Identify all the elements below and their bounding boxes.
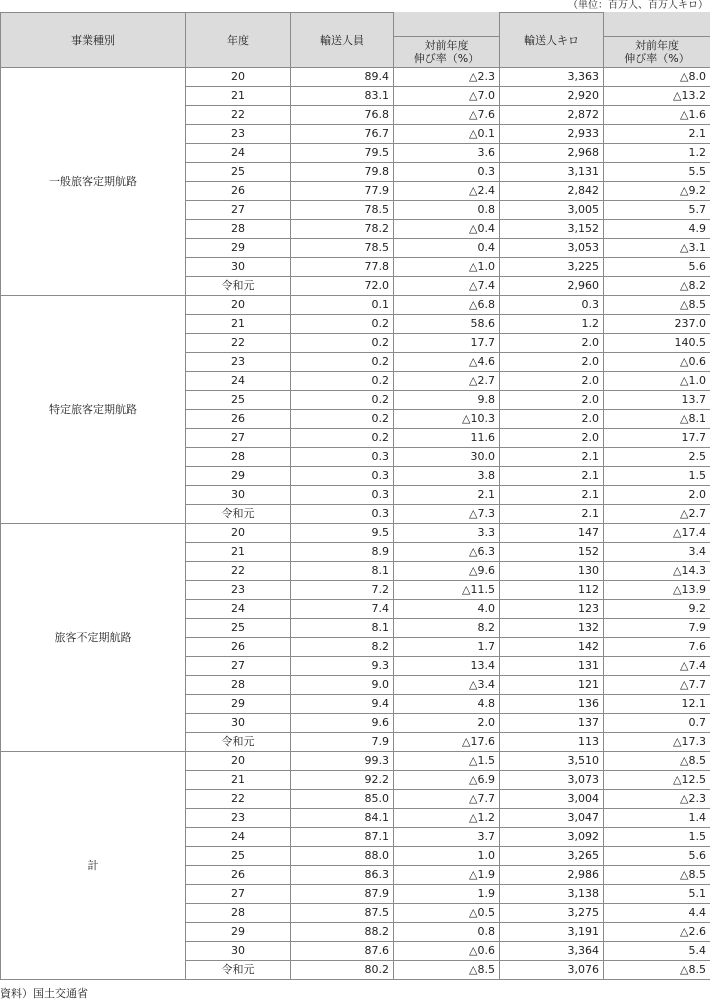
passenger-km-cell: 2.0 (500, 410, 604, 429)
pkm-yoy-cell: △3.1 (604, 239, 710, 258)
passenger-km-cell: 2,960 (500, 277, 604, 296)
pkm-yoy-cell: △8.5 (604, 866, 710, 885)
passengers-yoy-cell: 4.0 (394, 600, 500, 619)
passengers-cell: 9.5 (291, 524, 394, 543)
passenger-km-cell: 136 (500, 695, 604, 714)
year-cell: 22 (186, 334, 291, 353)
passenger-km-cell: 3,152 (500, 220, 604, 239)
pkm-yoy-cell: 1.5 (604, 467, 710, 486)
year-cell: 22 (186, 790, 291, 809)
passengers-cell: 7.2 (291, 581, 394, 600)
passengers-yoy-cell: 2.0 (394, 714, 500, 733)
passengers-cell: 7.9 (291, 733, 394, 752)
passengers-yoy-cell: △6.8 (394, 296, 500, 315)
passengers-cell: 92.2 (291, 771, 394, 790)
pkm-yoy-cell: 4.4 (604, 904, 710, 923)
pkm-yoy-cell: △8.0 (604, 68, 710, 87)
passenger-km-cell: 113 (500, 733, 604, 752)
header-pkm-yoy (604, 37, 710, 68)
passengers-cell: 0.2 (291, 353, 394, 372)
passenger-km-cell: 2.1 (500, 448, 604, 467)
pkm-yoy-cell: 17.7 (604, 429, 710, 448)
passenger-km-cell: 1.2 (500, 315, 604, 334)
passenger-km-cell: 3,225 (500, 258, 604, 277)
header-pkm-yoy-line2: 伸び率（%） (624, 52, 690, 65)
passenger-km-cell: 3,092 (500, 828, 604, 847)
year-cell: 26 (186, 866, 291, 885)
pkm-yoy-cell: △8.5 (604, 961, 710, 980)
source-note: 資料）国土交通省 (0, 987, 88, 1000)
passenger-km-cell: 3,053 (500, 239, 604, 258)
passenger-transport-table (0, 12, 710, 980)
passenger-km-cell: 147 (500, 524, 604, 543)
passengers-yoy-cell: 2.1 (394, 486, 500, 505)
category-cell: 旅客不定期航路 (1, 524, 186, 752)
passengers-cell: 9.6 (291, 714, 394, 733)
passengers-cell: 76.7 (291, 125, 394, 144)
passenger-km-cell: 2,842 (500, 182, 604, 201)
year-cell: 21 (186, 87, 291, 106)
header-pkm-yoy-line1: 対前年度 (635, 39, 679, 52)
pkm-yoy-cell: △7.7 (604, 676, 710, 695)
passengers-yoy-cell: △0.4 (394, 220, 500, 239)
passenger-km-cell: 2.1 (500, 486, 604, 505)
passengers-yoy-cell: △0.1 (394, 125, 500, 144)
passengers-yoy-cell: △7.4 (394, 277, 500, 296)
pkm-yoy-cell: △2.3 (604, 790, 710, 809)
pkm-yoy-cell: △9.2 (604, 182, 710, 201)
year-cell: 20 (186, 524, 291, 543)
pkm-yoy-cell: 9.2 (604, 600, 710, 619)
passenger-km-cell: 2.0 (500, 372, 604, 391)
passenger-km-cell: 3,275 (500, 904, 604, 923)
year-cell: 25 (186, 163, 291, 182)
header-year: 年度 (186, 13, 291, 68)
passengers-yoy-cell: △11.5 (394, 581, 500, 600)
passengers-cell: 72.0 (291, 277, 394, 296)
year-cell: 24 (186, 144, 291, 163)
passengers-cell: 0.1 (291, 296, 394, 315)
pkm-yoy-cell: 140.5 (604, 334, 710, 353)
header-category: 事業種別 (1, 13, 186, 68)
year-cell: 令和元 (186, 733, 291, 752)
pkm-yoy-cell: △2.6 (604, 923, 710, 942)
pkm-yoy-cell: 1.4 (604, 809, 710, 828)
pkm-yoy-cell: 2.5 (604, 448, 710, 467)
passengers-cell: 83.1 (291, 87, 394, 106)
passengers-cell: 0.3 (291, 505, 394, 524)
passenger-km-cell: 3,005 (500, 201, 604, 220)
passenger-km-cell: 2,872 (500, 106, 604, 125)
passenger-km-cell: 2,968 (500, 144, 604, 163)
passenger-km-cell: 2.0 (500, 353, 604, 372)
year-cell: 23 (186, 581, 291, 600)
pkm-yoy-cell: △0.6 (604, 353, 710, 372)
year-cell: 30 (186, 258, 291, 277)
passengers-yoy-cell: 3.8 (394, 467, 500, 486)
pkm-yoy-cell: △8.5 (604, 296, 710, 315)
passengers-cell: 85.0 (291, 790, 394, 809)
passengers-cell: 0.2 (291, 334, 394, 353)
year-cell: 28 (186, 220, 291, 239)
pkm-yoy-cell: 5.6 (604, 847, 710, 866)
pkm-yoy-cell: △13.9 (604, 581, 710, 600)
passengers-yoy-cell: 9.8 (394, 391, 500, 410)
year-cell: 29 (186, 923, 291, 942)
year-cell: 29 (186, 239, 291, 258)
table-row (1, 524, 710, 543)
passengers-yoy-cell: △0.5 (394, 904, 500, 923)
passengers-yoy-cell: 3.6 (394, 144, 500, 163)
year-cell: 25 (186, 391, 291, 410)
year-cell: 令和元 (186, 961, 291, 980)
pkm-yoy-cell: 13.7 (604, 391, 710, 410)
passengers-yoy-cell: △4.6 (394, 353, 500, 372)
passenger-km-cell: 112 (500, 581, 604, 600)
passenger-km-cell: 3,265 (500, 847, 604, 866)
passengers-yoy-cell: 1.0 (394, 847, 500, 866)
passengers-cell: 0.2 (291, 372, 394, 391)
passenger-km-cell: 121 (500, 676, 604, 695)
passenger-km-cell: 3,076 (500, 961, 604, 980)
table-body (1, 68, 710, 980)
passengers-cell: 0.3 (291, 448, 394, 467)
passengers-cell: 79.5 (291, 144, 394, 163)
year-cell: 20 (186, 68, 291, 87)
year-cell: 26 (186, 182, 291, 201)
year-cell: 25 (186, 619, 291, 638)
passenger-km-cell: 123 (500, 600, 604, 619)
passengers-yoy-cell: 0.3 (394, 163, 500, 182)
passengers-cell: 9.3 (291, 657, 394, 676)
passengers-yoy-cell: △9.6 (394, 562, 500, 581)
unit-note: （単位：百万人、百万人キロ） (568, 0, 708, 11)
header-passengers: 輸送人員 (291, 13, 394, 68)
year-cell: 23 (186, 809, 291, 828)
pkm-yoy-cell: △13.2 (604, 87, 710, 106)
passengers-cell: 9.4 (291, 695, 394, 714)
pkm-yoy-cell: △8.1 (604, 410, 710, 429)
year-cell: 26 (186, 410, 291, 429)
passengers-cell: 86.3 (291, 866, 394, 885)
passengers-cell: 7.4 (291, 600, 394, 619)
pkm-yoy-cell: 5.5 (604, 163, 710, 182)
year-cell: 29 (186, 695, 291, 714)
passengers-yoy-cell: 1.7 (394, 638, 500, 657)
passengers-yoy-cell: 0.4 (394, 239, 500, 258)
year-cell: 27 (186, 657, 291, 676)
passenger-km-cell: 0.3 (500, 296, 604, 315)
year-cell: 21 (186, 771, 291, 790)
passengers-cell: 87.5 (291, 904, 394, 923)
passengers-cell: 0.2 (291, 391, 394, 410)
table-row (1, 296, 710, 315)
passengers-cell: 77.8 (291, 258, 394, 277)
passengers-cell: 99.3 (291, 752, 394, 771)
year-cell: 令和元 (186, 505, 291, 524)
passengers-yoy-cell: △8.5 (394, 961, 500, 980)
passengers-cell: 87.6 (291, 942, 394, 961)
passengers-cell: 78.2 (291, 220, 394, 239)
year-cell: 26 (186, 638, 291, 657)
passenger-km-cell: 142 (500, 638, 604, 657)
pkm-yoy-cell: 7.9 (604, 619, 710, 638)
year-cell: 24 (186, 372, 291, 391)
year-cell: 30 (186, 714, 291, 733)
year-cell: 30 (186, 942, 291, 961)
passengers-cell: 84.1 (291, 809, 394, 828)
pkm-yoy-cell: △17.4 (604, 524, 710, 543)
passengers-yoy-cell: △1.2 (394, 809, 500, 828)
passengers-yoy-cell: △7.0 (394, 87, 500, 106)
passenger-km-cell: 3,363 (500, 68, 604, 87)
pkm-yoy-cell: 3.4 (604, 543, 710, 562)
year-cell: 29 (186, 467, 291, 486)
passengers-yoy-cell: △2.4 (394, 182, 500, 201)
pkm-yoy-cell: △17.3 (604, 733, 710, 752)
pkm-yoy-cell: 4.9 (604, 220, 710, 239)
pkm-yoy-cell: 1.2 (604, 144, 710, 163)
passenger-km-cell: 3,510 (500, 752, 604, 771)
passengers-yoy-cell: △3.4 (394, 676, 500, 695)
year-cell: 令和元 (186, 277, 291, 296)
passengers-cell: 0.2 (291, 410, 394, 429)
passengers-cell: 8.2 (291, 638, 394, 657)
passengers-cell: 88.2 (291, 923, 394, 942)
passengers-yoy-cell: △1.0 (394, 258, 500, 277)
year-cell: 22 (186, 106, 291, 125)
year-cell: 27 (186, 885, 291, 904)
passengers-cell: 77.9 (291, 182, 394, 201)
passenger-km-cell: 2.0 (500, 429, 604, 448)
passenger-km-cell: 2,920 (500, 87, 604, 106)
pkm-yoy-cell: 7.6 (604, 638, 710, 657)
passengers-cell: 8.1 (291, 619, 394, 638)
passengers-cell: 0.3 (291, 486, 394, 505)
year-cell: 27 (186, 429, 291, 448)
passengers-yoy-cell: △2.3 (394, 68, 500, 87)
passengers-yoy-cell: 8.2 (394, 619, 500, 638)
passengers-yoy-cell: 4.8 (394, 695, 500, 714)
category-cell: 一般旅客定期航路 (1, 68, 186, 296)
passengers-cell: 0.3 (291, 467, 394, 486)
passengers-yoy-cell: 3.7 (394, 828, 500, 847)
passengers-yoy-cell: △6.9 (394, 771, 500, 790)
pkm-yoy-cell: △7.4 (604, 657, 710, 676)
year-cell: 23 (186, 125, 291, 144)
year-cell: 22 (186, 562, 291, 581)
passengers-cell: 87.1 (291, 828, 394, 847)
pkm-yoy-cell: 2.0 (604, 486, 710, 505)
passengers-cell: 0.2 (291, 315, 394, 334)
passengers-cell: 0.2 (291, 429, 394, 448)
header-passengers-yoy (394, 37, 500, 68)
pkm-yoy-cell: 1.5 (604, 828, 710, 847)
header-passenger-km: 輸送人キロ (500, 13, 604, 68)
pkm-yoy-cell: △14.3 (604, 562, 710, 581)
passengers-yoy-cell: △17.6 (394, 733, 500, 752)
category-cell: 計 (1, 752, 186, 980)
passenger-km-cell: 3,131 (500, 163, 604, 182)
table-row (1, 68, 710, 87)
passengers-cell: 78.5 (291, 201, 394, 220)
passenger-km-cell: 2.0 (500, 334, 604, 353)
passenger-km-cell: 3,191 (500, 923, 604, 942)
table-header (1, 13, 710, 68)
year-cell: 28 (186, 448, 291, 467)
passengers-yoy-cell: △7.6 (394, 106, 500, 125)
passengers-yoy-cell: △1.5 (394, 752, 500, 771)
passengers-cell: 8.1 (291, 562, 394, 581)
passengers-cell: 8.9 (291, 543, 394, 562)
passengers-yoy-cell: 0.8 (394, 201, 500, 220)
year-cell: 30 (186, 486, 291, 505)
passengers-cell: 89.4 (291, 68, 394, 87)
passengers-yoy-cell: 1.9 (394, 885, 500, 904)
pkm-yoy-cell: 5.7 (604, 201, 710, 220)
passenger-km-cell: 2,986 (500, 866, 604, 885)
passengers-yoy-cell: △1.9 (394, 866, 500, 885)
pkm-yoy-cell: 5.4 (604, 942, 710, 961)
pkm-yoy-cell: 5.6 (604, 258, 710, 277)
pkm-yoy-cell: 0.7 (604, 714, 710, 733)
year-cell: 21 (186, 315, 291, 334)
passenger-km-cell: 3,364 (500, 942, 604, 961)
pkm-yoy-cell: △8.2 (604, 277, 710, 296)
passengers-yoy-cell: 58.6 (394, 315, 500, 334)
passengers-cell: 88.0 (291, 847, 394, 866)
pkm-yoy-cell: 5.1 (604, 885, 710, 904)
pkm-yoy-cell: △2.7 (604, 505, 710, 524)
passengers-cell: 9.0 (291, 676, 394, 695)
header-spacer-2 (604, 13, 710, 37)
year-cell: 28 (186, 904, 291, 923)
pkm-yoy-cell: △1.6 (604, 106, 710, 125)
header-passengers-yoy-line1: 対前年度 (424, 39, 469, 52)
passenger-km-cell: 131 (500, 657, 604, 676)
year-cell: 23 (186, 353, 291, 372)
passenger-km-cell: 130 (500, 562, 604, 581)
passengers-yoy-cell: △0.6 (394, 942, 500, 961)
year-cell: 20 (186, 296, 291, 315)
passengers-yoy-cell: △10.3 (394, 410, 500, 429)
passenger-km-cell: 3,047 (500, 809, 604, 828)
table-row (1, 752, 710, 771)
pkm-yoy-cell: △12.5 (604, 771, 710, 790)
year-cell: 24 (186, 828, 291, 847)
year-cell: 28 (186, 676, 291, 695)
passengers-cell: 78.5 (291, 239, 394, 258)
passenger-km-cell: 137 (500, 714, 604, 733)
year-cell: 25 (186, 847, 291, 866)
pkm-yoy-cell: △1.0 (604, 372, 710, 391)
passenger-km-cell: 3,138 (500, 885, 604, 904)
pkm-yoy-cell: 237.0 (604, 315, 710, 334)
passengers-cell: 76.8 (291, 106, 394, 125)
passengers-cell: 87.9 (291, 885, 394, 904)
passengers-yoy-cell: 17.7 (394, 334, 500, 353)
passenger-km-cell: 152 (500, 543, 604, 562)
passenger-km-cell: 3,073 (500, 771, 604, 790)
passengers-yoy-cell: 13.4 (394, 657, 500, 676)
passengers-yoy-cell: 30.0 (394, 448, 500, 467)
passengers-yoy-cell: 3.3 (394, 524, 500, 543)
passengers-yoy-cell: △7.7 (394, 790, 500, 809)
pkm-yoy-cell: △8.5 (604, 752, 710, 771)
passengers-cell: 79.8 (291, 163, 394, 182)
passengers-yoy-cell: 0.8 (394, 923, 500, 942)
category-cell: 特定旅客定期航路 (1, 296, 186, 524)
year-cell: 24 (186, 600, 291, 619)
passengers-cell: 80.2 (291, 961, 394, 980)
pkm-yoy-cell: 12.1 (604, 695, 710, 714)
passengers-yoy-cell: △7.3 (394, 505, 500, 524)
passengers-yoy-cell: △2.7 (394, 372, 500, 391)
year-cell: 21 (186, 543, 291, 562)
year-cell: 27 (186, 201, 291, 220)
passengers-yoy-cell: △6.3 (394, 543, 500, 562)
passenger-km-cell: 2,933 (500, 125, 604, 144)
passenger-km-cell: 3,004 (500, 790, 604, 809)
passenger-km-cell: 2.0 (500, 391, 604, 410)
header-spacer-1 (394, 13, 500, 37)
passenger-km-cell: 2.1 (500, 467, 604, 486)
header-passengers-yoy-line2: 伸び率（%） (413, 52, 480, 65)
pkm-yoy-cell: 2.1 (604, 125, 710, 144)
passenger-km-cell: 132 (500, 619, 604, 638)
passenger-km-cell: 2.1 (500, 505, 604, 524)
passengers-yoy-cell: 11.6 (394, 429, 500, 448)
year-cell: 20 (186, 752, 291, 771)
